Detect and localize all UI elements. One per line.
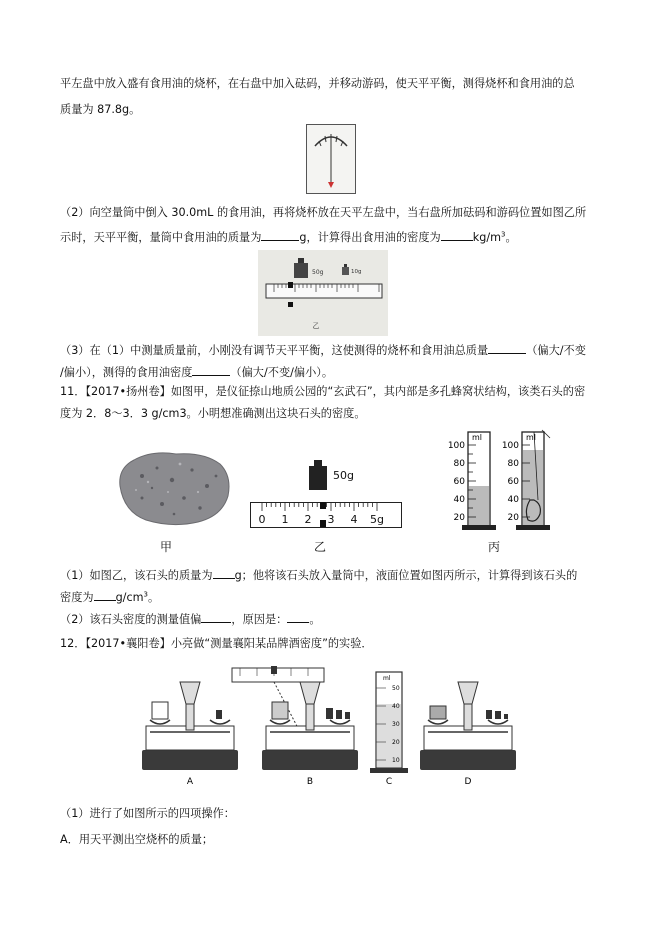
weight-knob (344, 264, 347, 267)
balance-pillar (464, 704, 472, 730)
figure-yi-caption: 乙 (312, 322, 320, 330)
ruler-tick-label: 0 (258, 513, 266, 526)
q11-slide-ruler (250, 502, 402, 528)
q12-ops-intro: （1）进行了如图所示的四项操作： (60, 807, 235, 820)
cylinder-right-labels (502, 441, 519, 523)
ruler-tick-label: 1 (281, 513, 289, 526)
ruler-tick-label: 5g (370, 513, 384, 526)
balance-pillar-top (180, 682, 200, 704)
text: （3）在（1）中测量质量前，小刚没有调节天平平衡，这使测得的烧杯和食用油总质量 (60, 344, 489, 357)
answer-blank-total-mass[interactable] (488, 342, 526, 354)
right-pan (488, 720, 508, 724)
answer-blank-mass[interactable] (261, 229, 299, 241)
balance-pointer-figure (306, 124, 356, 194)
q12-op-a: A．用天平测出空烧杯的质量； (60, 833, 214, 846)
superscript: 3 (501, 230, 506, 239)
tick-label: 40 (453, 495, 465, 505)
left-pan (428, 720, 448, 724)
text: （偏大/不变 (526, 344, 586, 357)
tick-label: 100 (447, 441, 465, 451)
cylinder-right-base (516, 525, 550, 530)
balance-pillar (306, 704, 314, 730)
weight (326, 708, 333, 719)
balance-b (232, 666, 358, 770)
weight (345, 712, 350, 719)
text: /偏小），测得的食用油密度 (60, 366, 193, 379)
q10-p3-line-1 (60, 342, 586, 356)
tick-label: 30 (392, 721, 400, 728)
intro-line-2: 质量为 87.8g。 (60, 103, 141, 116)
q10-p2-line-1: （2）向空量筒中倒入 30.0mL 的食用油，再将烧杯放在天平左盘中，当右盘所加砝码和游码位置如图乙所 (60, 206, 587, 219)
left-pan (150, 720, 170, 724)
balance-pillar-top (458, 682, 478, 704)
balance-base (420, 750, 516, 770)
weight-50g-label: 50g (312, 269, 324, 276)
tick-label: 60 (507, 477, 519, 487)
fig-label-b: B (306, 777, 314, 787)
fig-label-c: C (385, 777, 393, 787)
balance-d (420, 682, 516, 770)
caption-jia: 甲 (159, 540, 172, 554)
beaker-with-liquor (272, 702, 288, 719)
weight-50g (294, 263, 308, 278)
q10-figure-yi (258, 250, 388, 336)
text: 。 (309, 613, 321, 626)
q11-p1-line-1 (60, 567, 577, 581)
tick-label: 100 (501, 441, 519, 451)
balance-a (142, 682, 238, 770)
right-pan (330, 720, 350, 724)
text: （偏大/不变/偏小）。 (230, 366, 334, 379)
ruler-tick-label: 4 (350, 513, 358, 526)
answer-blank-stone-density[interactable] (94, 589, 116, 601)
text: 。 (505, 231, 517, 244)
text: （2）该石头密度的测量值偏 (60, 613, 202, 626)
rider-base (288, 302, 293, 307)
cylinder-unit: ml (472, 433, 483, 442)
balance-pillar-top (300, 682, 320, 704)
tick-label: 40 (392, 703, 400, 710)
beaker-remaining (430, 706, 446, 719)
cylinder-unit: ml (383, 675, 391, 682)
answer-blank-reason[interactable] (287, 611, 309, 623)
q10-p2-line-2 (60, 229, 517, 243)
caption-yi: 乙 (313, 540, 326, 554)
tick-label: 10 (392, 757, 400, 764)
rider-bottom (320, 520, 326, 527)
weight (495, 711, 501, 719)
text: kg/m (472, 231, 501, 244)
tick-label: 60 (453, 477, 465, 487)
cylinder-left-base (462, 525, 496, 530)
tick-label: 20 (507, 513, 519, 523)
tick-label: 80 (453, 459, 465, 469)
answer-blank-bias[interactable] (201, 611, 231, 623)
text: （1）如图乙，该石头的质量为 (60, 569, 213, 582)
balance-pillar (186, 704, 194, 730)
text: 密度为 (60, 591, 94, 604)
empty-beaker (152, 702, 168, 719)
text: g，计算得出食用油的密度为 (299, 231, 441, 244)
balance-base (262, 750, 358, 770)
rider-marker (288, 282, 293, 288)
cylinder-unit: ml (526, 433, 537, 442)
superscript: 3 (143, 590, 148, 599)
answer-blank-density[interactable] (441, 229, 473, 241)
text: 示时，天平平衡，量筒中食用油的质量为 (60, 231, 262, 244)
fig-label-a: A (186, 777, 194, 787)
weight-knob (314, 460, 322, 466)
cylinder-left-liquid (469, 486, 489, 525)
text: g/cm (115, 591, 144, 604)
q12-header: 12．【2017•襄阳卷】小亮做“测量襄阳某品牌酒密度”的实验． (60, 637, 373, 650)
tick-label: 40 (507, 495, 519, 505)
tick-label: 50 (392, 685, 400, 692)
intro-line-1: 平左盘中放入盛有食用油的烧杯，在右盘中加入砝码，并移动游码，使天平平衡，测得烧杯和食用油的总 (60, 77, 575, 90)
q10-p3-line-2 (60, 364, 333, 378)
text: g；他将该石头放入量筒中，液面位置如图丙所示，计算得到该石头的 (234, 569, 578, 582)
answer-blank-stone-mass[interactable] (213, 567, 235, 579)
q12-experiment-figure (140, 664, 530, 788)
tick-label: 20 (453, 513, 465, 523)
cylinder-base (370, 768, 408, 773)
tick-label: 80 (507, 459, 519, 469)
right-pan (210, 720, 230, 724)
weight-10g (342, 267, 349, 275)
weight (486, 710, 492, 719)
left-pan (270, 720, 290, 724)
q11-header-2: 度为 2．8～3．3 g/cm3。小明想准确测出这块石头的密度。 (60, 407, 366, 420)
balance-base (142, 750, 238, 770)
q11-p2-line (60, 611, 321, 625)
weight-10g-label: 10g (351, 269, 362, 275)
weight (336, 710, 342, 719)
fig-label-d: D (464, 777, 472, 787)
ruler-tick-label: 2 (304, 513, 312, 526)
cylinder-left-labels (448, 441, 465, 523)
basalt-stone-figure (112, 446, 234, 528)
magnified-ruler (232, 668, 324, 682)
q11-cylinders-figure (438, 428, 556, 534)
tick-label: 20 (392, 739, 400, 746)
magnified-rider (271, 666, 277, 674)
ruler-tick-label: 3 (327, 513, 335, 526)
text: 。 (147, 591, 160, 604)
weight-knob (298, 258, 304, 263)
caption-bing: 丙 (487, 540, 500, 554)
q11-header-1: 11．【2017•扬州卷】如图甲，是仪征捺山地质公园的“玄武石”，其内部是多孔蜂窝状结构，该类石头的密 (60, 385, 586, 398)
weight (216, 710, 222, 719)
weight-body (309, 466, 327, 490)
q11-weight-label: 50g (333, 469, 354, 482)
cylinder-c (370, 672, 408, 773)
rider-top (320, 502, 326, 509)
q11-p1-line-2 (60, 589, 159, 603)
weight (504, 714, 508, 719)
text: ，原因是： (231, 613, 288, 626)
answer-blank-oil-density[interactable] (192, 364, 230, 376)
